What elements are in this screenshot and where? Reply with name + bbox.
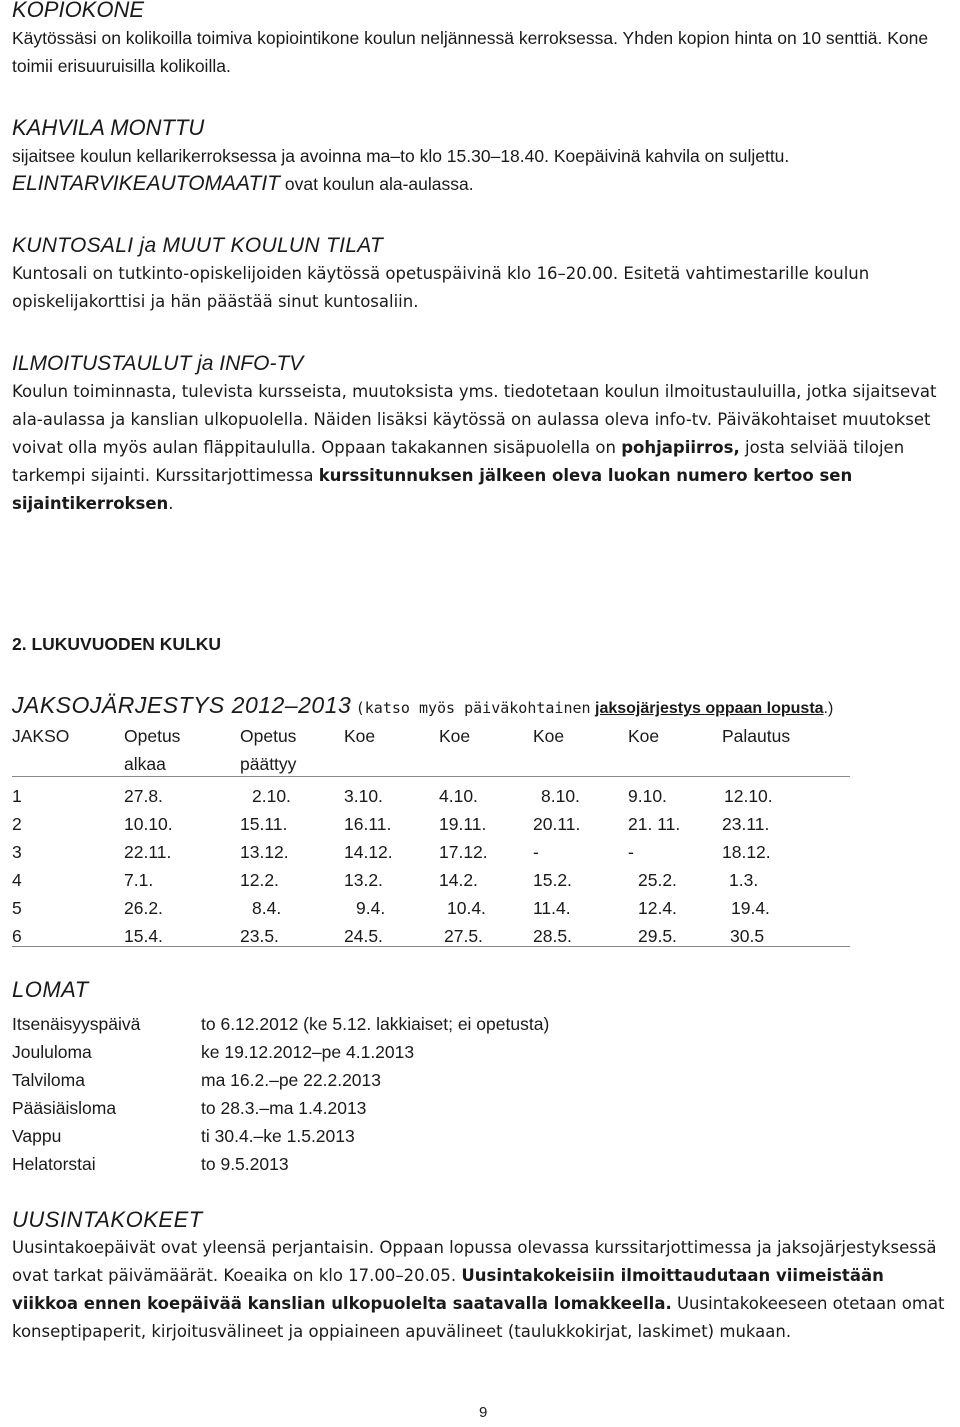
section-2-heading: 2. LUKUVUODEN KULKU (12, 634, 222, 654)
automaatit-heading: ELINTARVIKEAUTOMAATIT (12, 172, 280, 195)
table-header-cell: Koe (344, 726, 376, 746)
table-cell: 3.10. (344, 786, 383, 806)
table-cell: 15.4. (124, 926, 163, 946)
table-cell: 3 (12, 842, 22, 862)
table-cell: 2 (12, 814, 22, 834)
jakso-note-bold: jaksojärjestys oppaan lopusta (595, 700, 824, 717)
section-kopiokone (12, 0, 952, 80)
lomat-item (12, 1094, 952, 1122)
table-cell: 15.2. (533, 870, 572, 890)
table-header-cell: Opetus (240, 726, 297, 746)
ilmoitus-text-part3: . (168, 494, 174, 513)
uusinta-bold: Uusintakokeisiin ilmoittaudutaan viimeistään viikkoa ennen koepäivää kanslian ulkopuolelta saatavalla lomakkeella. (12, 1266, 884, 1313)
table-cell: 14.2. (439, 870, 478, 890)
table-cell: 29.5. (638, 926, 677, 946)
table-cell: 14.12. (344, 842, 393, 862)
uusinta-text-part1: Uusintakoepäivät ovat yleensä perjantaisin. Oppaan lopussa olevassa kurssitarjottimessa ja jaksojärjestyksessä ovat tarkat päivämäärät. Koeaika on klo 17.00–20.05. (12, 1238, 937, 1285)
table-header-cell: Koe (628, 726, 660, 746)
automaatit-line (12, 170, 952, 198)
table-cell: 13.2. (344, 870, 383, 890)
table-cell: 4.10. (439, 786, 478, 806)
table-header-cell-line2: alkaa (124, 754, 166, 774)
lomat-item-date: ma 16.2.–pe 22.2.2013 (201, 1070, 382, 1090)
lomat-item-name: Pääsiäisloma (12, 1098, 117, 1118)
table-cell: 1 (12, 786, 22, 806)
lomat-item-name: Itsenäisyyspäivä (12, 1014, 141, 1034)
ilmoitus-bold-luokan-numero: kurssitunnuksen jälkeen oleva luokan numero kertoo sen sijaintikerroksen (12, 466, 853, 513)
table-cell: 10.4. (447, 898, 486, 918)
jakso-table-header-row-2 (12, 750, 872, 778)
table-cell: - (533, 842, 539, 862)
table-cell: 26.2. (124, 898, 163, 918)
table-cell: 11.4. (533, 898, 571, 918)
lomat-list (12, 1010, 952, 1178)
lomat-item (12, 1010, 952, 1038)
table-bottom-rule (12, 946, 850, 947)
table-cell: 18.12. (722, 842, 771, 862)
table-row (12, 782, 872, 810)
kahvila-text: sijaitsee koulun kellarikerroksessa ja avoinna ma–to klo 15.30–18.40. Koepäivinä kahvila on suljettu. (12, 146, 790, 166)
lomat-item-date: ke 19.12.2012–pe 4.1.2013 (201, 1042, 415, 1062)
kopiokone-heading: KOPIOKONE (12, 0, 145, 22)
table-cell: 21. 11. (628, 814, 681, 834)
table-cell: 19.4. (731, 898, 770, 918)
ilmoitus-text-part2: josta selviää tilojen tarkempi sijainti. Kurssitarjottimessa (12, 438, 905, 485)
kuntosali-heading: KUNTOSALI ja MUUT KOULUN TILAT (12, 234, 384, 257)
table-cell: 7.1. (124, 870, 154, 890)
lomat-item-name: Joululoma (12, 1042, 92, 1062)
table-cell: 27.5. (444, 926, 483, 946)
table-row (12, 894, 872, 922)
table-row (12, 810, 872, 838)
kopiokone-text: Käytössäsi on kolikoilla toimiva kopiointikone koulun neljännessä kerroksessa. Yhden kopion hinta on 10 senttiä. Kone toimii erisuuruisilla kolikoilla. (12, 28, 929, 76)
jakso-table (12, 722, 872, 946)
table-cell: 17.12. (439, 842, 488, 862)
section-lomat (12, 976, 952, 1178)
table-cell: 24.5. (344, 926, 383, 946)
lomat-item (12, 1038, 952, 1066)
table-header-cell-line2: päättyy (240, 754, 297, 774)
table-cell: 12.4. (638, 898, 677, 918)
jakso-note-suffix: .) (823, 700, 834, 717)
uusinta-text (12, 1234, 952, 1346)
table-header-cell: Palautus (722, 726, 791, 746)
section-uusintakokeet (12, 1206, 952, 1346)
table-cell: 30.5 (730, 926, 765, 946)
table-cell: 12.2. (240, 870, 279, 890)
table-cell: 9.10. (628, 786, 667, 806)
lomat-item (12, 1066, 952, 1094)
table-cell: 12.10. (724, 786, 773, 806)
table-cell: 5 (12, 898, 22, 918)
lomat-item-name: Helatorstai (12, 1154, 96, 1174)
ilmoitus-heading: ILMOITUSTAULUT ja INFO-TV (12, 352, 304, 375)
uusinta-text-part2: Uusintakokeeseen otetaan omat konseptipaperit, kirjoitusvälineet ja oppiaineen apuvälineet (taulukkokirjat, laskimet) mukaan. (12, 1294, 945, 1341)
lomat-item-date: to 6.12.2012 (ke 5.12. lakkiaiset; ei opetusta) (201, 1014, 550, 1034)
table-cell: 8.4. (252, 898, 282, 918)
jakso-table-body (12, 782, 872, 950)
jakso-heading-line (12, 690, 833, 724)
section-ilmoitustaulut (12, 350, 952, 518)
table-cell: 23.11. (722, 814, 770, 834)
table-cell: 25.2. (638, 870, 677, 890)
jakso-heading: JAKSOJÄRJESTYS 2012–2013 (12, 692, 352, 718)
ilmoitus-bold-pohjapiirros: pohjapiirros, (621, 438, 740, 457)
table-cell: 8.10. (541, 786, 580, 806)
kahvila-heading: KAHVILA MONTTU (12, 115, 205, 140)
jakso-table-header-row-1 (12, 722, 872, 750)
table-cell: 6 (12, 926, 22, 946)
table-header-cell: JAKSO (12, 726, 70, 746)
table-cell: 9.4. (356, 898, 386, 918)
table-cell: 15.11. (240, 814, 288, 834)
table-cell: 20.11. (533, 814, 581, 834)
uusinta-heading: UUSINTAKOKEET (12, 1207, 203, 1232)
lomat-item-name: Talviloma (12, 1070, 85, 1090)
table-header-cell: Koe (439, 726, 471, 746)
section-kahvila (12, 114, 952, 198)
table-cell: 13.12. (240, 842, 289, 862)
table-cell: 10.10. (124, 814, 173, 834)
lomat-item (12, 1122, 952, 1150)
table-cell: 23.5. (240, 926, 279, 946)
table-cell: 22.11. (124, 842, 172, 862)
lomat-item-name: Vappu (12, 1126, 62, 1146)
table-cell: 2.10. (252, 786, 291, 806)
table-header-cell: Koe (533, 726, 565, 746)
table-header-cell: Opetus (124, 726, 181, 746)
table-cell: 19.11. (439, 814, 487, 834)
lomat-item (12, 1150, 952, 1178)
table-cell: 16.11. (344, 814, 392, 834)
lomat-item-date: ti 30.4.–ke 1.5.2013 (201, 1126, 355, 1146)
table-cell: 4 (12, 870, 22, 890)
lomat-heading: LOMAT (12, 977, 89, 1002)
table-cell: 27.8. (124, 786, 163, 806)
section-kuntosali (12, 232, 952, 316)
table-cell: 1.3. (729, 870, 759, 890)
automaatit-text: ovat koulun ala-aulassa. (284, 174, 474, 194)
ilmoitus-text (12, 378, 952, 518)
jakso-note-prefix: (katso myös päiväkohtainen (355, 699, 591, 717)
kuntosali-text: Kuntosali on tutkinto-opiskelijoiden käytössä opetuspäivinä klo 16–20.00. Esitetä vahtimestarille koulun opiskelijakorttisi ja hän päästää sinut kuntosaliin. (12, 264, 870, 311)
table-row (12, 838, 872, 866)
table-row (12, 866, 872, 894)
ilmoitus-text-part1: Koulun toiminnasta, tulevista kursseista, muutoksista yms. tiedotetaan koulun ilmoitustauluilla, jotka sijaitsevat ala-aulassa ja kanslian ulkopuolella. Näiden lisäksi käytössä on aulassa oleva info-tv. Päiväkohtaiset muutokset voivat olla myös aulan fläppitaululla. Oppaan takakannen sisäpuolella on (12, 382, 937, 457)
page-number: 9 (479, 1404, 488, 1421)
table-cell: - (628, 842, 634, 862)
table-cell: 28.5. (533, 926, 572, 946)
table-divider (12, 776, 850, 777)
lomat-item-date: to 28.3.–ma 1.4.2013 (201, 1098, 367, 1118)
lomat-item-date: to 9.5.2013 (201, 1154, 289, 1174)
